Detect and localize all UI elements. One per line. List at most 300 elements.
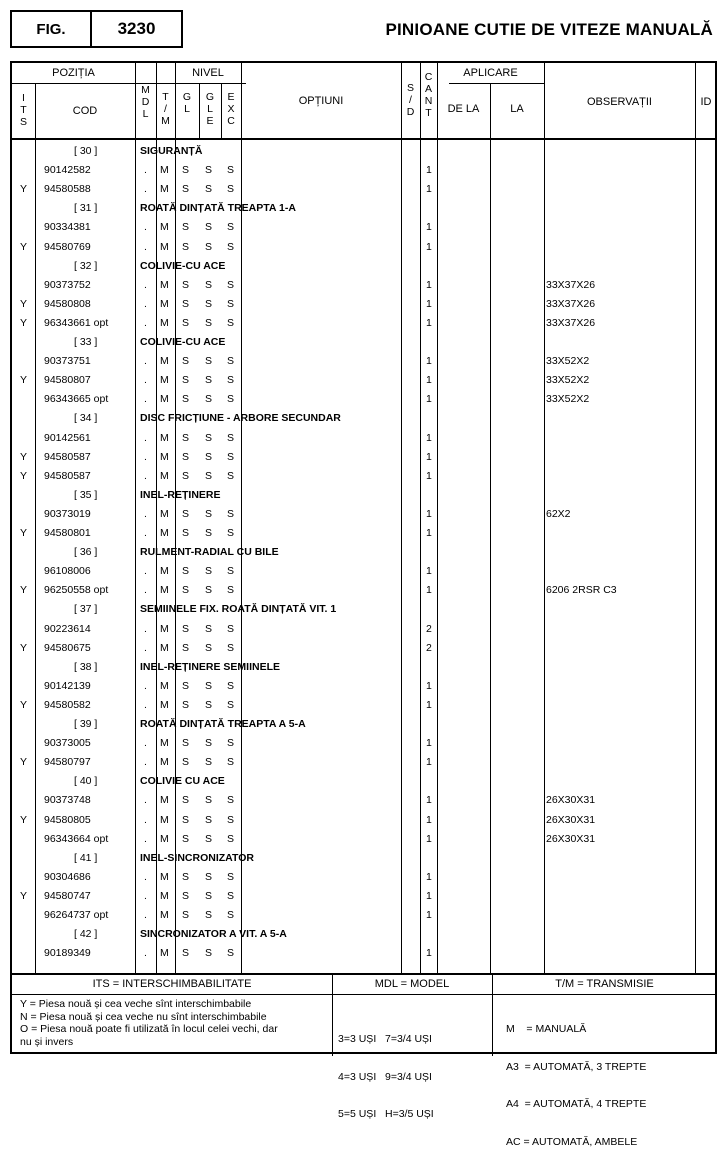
gl-value: S — [182, 393, 190, 406]
exc-value: S — [227, 737, 235, 750]
header-gle: G L E — [205, 91, 215, 127]
gl-value: S — [182, 641, 190, 654]
legend-title-rule — [12, 994, 715, 995]
exc-value: S — [227, 641, 235, 654]
figure-box — [10, 10, 183, 48]
quantity: 1 — [426, 737, 432, 750]
tm-value: M — [160, 164, 169, 177]
quantity: 1 — [426, 527, 432, 539]
exc-value: S — [227, 240, 235, 253]
gl-value: S — [182, 698, 190, 711]
mdl-value: . — [144, 240, 147, 253]
its-value: Y — [20, 316, 28, 329]
position-number: [ 39 ] — [74, 718, 98, 730]
gle-value: S — [205, 316, 213, 329]
part-code: 90373019 — [44, 507, 91, 520]
group-title: SINCRONIZATOR A VIT. A 5-A — [140, 928, 287, 941]
quantity: 1 — [426, 794, 432, 807]
gl-value: S — [182, 870, 190, 883]
header-tm: T / M — [161, 91, 170, 127]
gle-value: S — [205, 870, 213, 883]
tm-value: M — [160, 221, 169, 234]
header-de-la: DE LA — [447, 103, 480, 115]
tm-value: M — [160, 584, 169, 597]
part-code: 96343664 opt — [44, 832, 109, 845]
part-code: 94580587 — [44, 450, 91, 463]
gl-value: S — [182, 240, 190, 253]
position-number: [ 41 ] — [74, 851, 98, 864]
gle-value: S — [205, 909, 213, 921]
mdl-value: . — [144, 870, 147, 883]
quantity: 1 — [426, 889, 432, 902]
its-value: Y — [20, 527, 28, 539]
tm-value: M — [160, 889, 169, 902]
gle-value: S — [205, 622, 213, 635]
position-number: [ 38 ] — [74, 660, 98, 673]
part-code: 90142139 — [44, 679, 91, 692]
mdl-value: . — [144, 756, 147, 769]
observation: 62X2 — [546, 507, 571, 520]
part-code: 90373005 — [44, 737, 91, 750]
legend-mdl-title: MDL = MODEL — [374, 978, 450, 990]
quantity: 1 — [426, 240, 432, 253]
part-code: 90189349 — [44, 947, 91, 960]
part-code: 94580769 — [44, 240, 91, 253]
group-title: INEL-REȚINERE SEMIINELE — [140, 660, 281, 673]
its-value: Y — [20, 584, 28, 597]
gle-value: S — [205, 641, 213, 654]
mdl-value: . — [144, 909, 147, 921]
quantity: 1 — [426, 756, 432, 769]
tm-value: M — [160, 431, 169, 444]
legend-top-rule — [12, 973, 715, 975]
mdl-value: . — [144, 565, 147, 578]
part-code: 94580807 — [44, 374, 91, 387]
exc-value: S — [227, 278, 235, 291]
mdl-value: . — [144, 450, 147, 463]
position-number: [ 40 ] — [74, 775, 98, 788]
gle-value: S — [205, 431, 213, 444]
gle-value: S — [205, 794, 213, 807]
group-title: SIGURANȚĂ — [140, 145, 203, 157]
gle-value: S — [205, 527, 213, 539]
mdl-value: . — [144, 527, 147, 539]
gl-value: S — [182, 756, 190, 769]
gle-value: S — [205, 221, 213, 234]
gle-value: S — [205, 832, 213, 845]
quantity: 1 — [426, 183, 432, 196]
tm-value: M — [160, 374, 169, 387]
gl-value: S — [182, 565, 190, 578]
observation: 33X37X26 — [546, 297, 596, 310]
tm-value: M — [160, 565, 169, 578]
tm-value: M — [160, 870, 169, 883]
quantity: 2 — [426, 641, 432, 654]
tm-value: M — [160, 947, 169, 960]
header-pozitia: POZIȚIA — [52, 67, 95, 79]
tm-value: M — [160, 469, 169, 482]
exc-value: S — [227, 316, 235, 329]
position-number: [ 35 ] — [74, 488, 98, 501]
part-code: 96343661 opt — [44, 316, 109, 329]
gl-value: S — [182, 469, 190, 482]
exc-value: S — [227, 813, 235, 826]
quantity: 2 — [426, 622, 432, 635]
gle-value: S — [205, 756, 213, 769]
quantity: 1 — [426, 584, 432, 597]
gle-value: S — [205, 164, 213, 177]
group-title: ROATĂ DINȚATĂ TREAPTA 1-A — [140, 202, 296, 215]
group-title: INEL-REȚINERE — [140, 488, 221, 501]
mdl-value: . — [144, 889, 147, 902]
part-code: 94580808 — [44, 297, 91, 310]
quantity: 1 — [426, 221, 432, 234]
observation: 33X37X26 — [546, 316, 596, 329]
tm-value: M — [160, 507, 169, 520]
mdl-value: . — [144, 622, 147, 635]
tm-value: M — [160, 794, 169, 807]
part-code: 94580805 — [44, 813, 91, 826]
gl-value: S — [182, 527, 190, 539]
exc-value: S — [227, 221, 235, 234]
exc-value: S — [227, 909, 235, 921]
gl-value: S — [182, 374, 190, 387]
legend-tm-title: T/M = TRANSMISIE — [555, 978, 654, 990]
gl-value: S — [182, 278, 190, 291]
legend-its-text: Y = Piesa nouă și cea veche sînt interschimbabile N = Piesa nouă și cea veche nu sînt interschimbabile O = Piesa nouă poate fi utilizată în locul celei vechi, dar nu și invers — [20, 998, 278, 1048]
group-title: RULMENT-RADIAL CU BILE — [140, 546, 279, 559]
quantity: 1 — [426, 355, 432, 368]
header-cant: C A N T — [424, 71, 433, 119]
gle-value: S — [205, 584, 213, 597]
mdl-value: . — [144, 316, 147, 329]
mdl-value: . — [144, 813, 147, 826]
gle-value: S — [205, 450, 213, 463]
quantity: 1 — [426, 469, 432, 482]
part-code: 90373748 — [44, 794, 91, 807]
gl-value: S — [182, 813, 190, 826]
tm-value: M — [160, 909, 169, 921]
gle-value: S — [205, 889, 213, 902]
position-number: [ 42 ] — [74, 928, 98, 941]
quantity: 1 — [426, 450, 432, 463]
position-number: [ 34 ] — [74, 412, 98, 425]
mdl-value: . — [144, 393, 147, 406]
exc-value: S — [227, 469, 235, 482]
mdl-value: . — [144, 469, 147, 482]
mdl-value: . — [144, 221, 147, 234]
part-code: 94580587 — [44, 469, 91, 482]
observation: 6206 2RSR C3 — [546, 584, 617, 597]
legend-mdl-text: 3=3 UȘI 7=3/4 UȘI 4=3 UȘI 9=3/4 UȘI 5=5 UȘI H=3/5 UȘI — [338, 1033, 434, 1120]
group-title: COLIVIE-CU ACE — [140, 259, 226, 272]
gle-value: S — [205, 507, 213, 520]
gle-value: S — [205, 947, 213, 960]
tm-value: M — [160, 297, 169, 310]
exc-value: S — [227, 947, 235, 960]
header-la: LA — [510, 103, 524, 115]
exc-value: S — [227, 393, 235, 406]
observation: 26X30X31 — [546, 813, 596, 826]
part-code: 90373752 — [44, 278, 91, 291]
its-value: Y — [20, 813, 28, 826]
gl-value: S — [182, 221, 190, 234]
gl-value: S — [182, 909, 190, 921]
part-code: 94580801 — [44, 527, 91, 539]
header-cod: COD — [72, 105, 98, 117]
header-rule-aplicare — [449, 83, 545, 84]
mdl-value: . — [144, 641, 147, 654]
quantity: 1 — [426, 431, 432, 444]
exc-value: S — [227, 507, 235, 520]
quantity: 1 — [426, 316, 432, 329]
gl-value: S — [182, 947, 190, 960]
tm-value: M — [160, 832, 169, 845]
position-number: [ 30 ] — [74, 145, 98, 157]
header-nivel: NIVEL — [192, 67, 224, 79]
col-line-its — [35, 83, 36, 973]
exc-value: S — [227, 431, 235, 444]
header-gl: G L — [182, 91, 192, 115]
observation: 33X52X2 — [546, 374, 590, 387]
tm-value: M — [160, 641, 169, 654]
its-value: Y — [20, 641, 28, 654]
gl-value: S — [182, 889, 190, 902]
mdl-value: . — [144, 431, 147, 444]
quantity: 1 — [426, 297, 432, 310]
gl-value: S — [182, 183, 190, 196]
part-code: 90223614 — [44, 622, 91, 635]
quantity: 1 — [426, 870, 432, 883]
its-value: Y — [20, 297, 28, 310]
quantity: 1 — [426, 374, 432, 387]
tm-value: M — [160, 756, 169, 769]
gl-value: S — [182, 794, 190, 807]
tm-value: M — [160, 527, 169, 539]
gle-value: S — [205, 565, 213, 578]
exc-value: S — [227, 679, 235, 692]
group-title: INEL-SINCRONIZATOR — [140, 851, 254, 864]
header-exc: E X C — [227, 91, 235, 127]
its-value: Y — [20, 374, 28, 387]
its-value: Y — [20, 450, 28, 463]
mdl-value: . — [144, 374, 147, 387]
mdl-value: . — [144, 297, 147, 310]
gl-value: S — [182, 584, 190, 597]
group-title: COLIVIE CU ACE — [140, 775, 225, 788]
col-line-dela — [490, 83, 491, 973]
part-code: 90373751 — [44, 355, 91, 368]
part-code: 90334381 — [44, 221, 91, 234]
observation: 33X52X2 — [546, 393, 590, 406]
gl-value: S — [182, 164, 190, 177]
its-value: Y — [20, 756, 28, 769]
group-title: SEMIINELE FIX. ROATĂ DINȚATĂ VIT. 1 — [140, 603, 337, 616]
col-line-optiuni — [401, 63, 402, 973]
exc-value: S — [227, 622, 235, 635]
quantity: 1 — [426, 565, 432, 578]
exc-value: S — [227, 584, 235, 597]
tm-value: M — [160, 240, 169, 253]
part-code: 96264737 opt — [44, 909, 109, 921]
gle-value: S — [205, 240, 213, 253]
gle-value: S — [205, 297, 213, 310]
gl-value: S — [182, 679, 190, 692]
quantity: 1 — [426, 832, 432, 845]
tm-value: M — [160, 698, 169, 711]
exc-value: S — [227, 870, 235, 883]
its-value: Y — [20, 469, 28, 482]
tm-value: M — [160, 737, 169, 750]
gle-value: S — [205, 469, 213, 482]
parts-table — [10, 61, 717, 1148]
position-number: [ 36 ] — [74, 546, 98, 559]
gle-value: S — [205, 813, 213, 826]
legend-tm-text: M = MANUALĂ A3 = AUTOMATĂ, 3 TREPTE A4 = AUTOMATĂ, 4 TREPTE AC = AUTOMATĂ, AMBELE — [506, 1023, 647, 1148]
quantity: 1 — [426, 698, 432, 711]
position-number: [ 32 ] — [74, 259, 98, 272]
mdl-value: . — [144, 355, 147, 368]
header-observatii: OBSERVAȚII — [586, 96, 652, 108]
part-code: 94580582 — [44, 698, 91, 711]
header-its: I T S — [19, 92, 27, 128]
quantity: 1 — [426, 164, 432, 177]
quantity: 1 — [426, 947, 432, 960]
exc-value: S — [227, 450, 235, 463]
its-value: Y — [20, 889, 28, 902]
gle-value: S — [205, 679, 213, 692]
tm-value: M — [160, 393, 169, 406]
observation: 26X30X31 — [546, 832, 596, 845]
mdl-value: . — [144, 737, 147, 750]
gl-value: S — [182, 431, 190, 444]
header-rule-pozitia — [12, 83, 246, 84]
mdl-value: . — [144, 507, 147, 520]
gle-value: S — [205, 355, 213, 368]
tm-value: M — [160, 679, 169, 692]
part-code: 94580797 — [44, 756, 91, 769]
legend-its-title: ITS = INTERSCHIMBABILITATE — [92, 978, 252, 990]
exc-value: S — [227, 756, 235, 769]
exc-value: S — [227, 355, 235, 368]
part-code: 94580588 — [44, 183, 91, 196]
gle-value: S — [205, 278, 213, 291]
col-line-cod — [135, 63, 136, 973]
quantity: 1 — [426, 507, 432, 520]
mdl-value: . — [144, 278, 147, 291]
mdl-value: . — [144, 794, 147, 807]
mdl-value: . — [144, 832, 147, 845]
part-code: 90142582 — [44, 164, 91, 177]
tm-value: M — [160, 450, 169, 463]
quantity: 1 — [426, 393, 432, 406]
exc-value: S — [227, 889, 235, 902]
group-title: COLIVIE-CU ACE — [140, 336, 226, 348]
gle-value: S — [205, 183, 213, 196]
tm-value: M — [160, 355, 169, 368]
observation: 33X52X2 — [546, 355, 590, 368]
tm-value: M — [160, 316, 169, 329]
gle-value: S — [205, 698, 213, 711]
tm-value: M — [160, 622, 169, 635]
header-id: ID — [700, 96, 712, 108]
gl-value: S — [182, 507, 190, 520]
col-line-sd — [420, 63, 421, 973]
quantity: 1 — [426, 679, 432, 692]
col-line-la — [544, 63, 545, 973]
quantity: 1 — [426, 278, 432, 291]
its-value: Y — [20, 240, 28, 253]
part-code: 94580675 — [44, 641, 91, 654]
gl-value: S — [182, 832, 190, 845]
observation: 26X30X31 — [546, 794, 596, 807]
exc-value: S — [227, 164, 235, 177]
position-number: [ 37 ] — [74, 603, 98, 616]
exc-value: S — [227, 794, 235, 807]
gl-value: S — [182, 737, 190, 750]
gle-value: S — [205, 737, 213, 750]
its-value: Y — [20, 183, 28, 196]
exc-value: S — [227, 698, 235, 711]
header-mdl: M D L — [141, 84, 150, 120]
part-code: 94580747 — [44, 889, 91, 902]
mdl-value: . — [144, 947, 147, 960]
position-number: [ 31 ] — [74, 202, 98, 215]
quantity: 1 — [426, 813, 432, 826]
exc-value: S — [227, 374, 235, 387]
mdl-value: . — [144, 679, 147, 692]
observation: 33X37X26 — [546, 278, 596, 291]
gle-value: S — [205, 393, 213, 406]
exc-value: S — [227, 183, 235, 196]
exc-value: S — [227, 527, 235, 539]
gl-value: S — [182, 316, 190, 329]
mdl-value: . — [144, 183, 147, 196]
header-sd: S / D — [406, 82, 415, 118]
quantity: 1 — [426, 909, 432, 921]
part-code: 90304686 — [44, 870, 91, 883]
exc-value: S — [227, 565, 235, 578]
header-bottom-rule — [12, 138, 715, 140]
mdl-value: . — [144, 164, 147, 177]
gl-value: S — [182, 622, 190, 635]
group-title: ROATĂ DINȚATĂ TREAPTA A 5-A — [140, 718, 306, 730]
gle-value: S — [205, 374, 213, 387]
part-code: 96108006 — [44, 565, 91, 578]
col-line-cant — [437, 63, 438, 973]
gl-value: S — [182, 297, 190, 310]
header-aplicare: APLICARE — [463, 67, 518, 79]
fig-number: 3230 — [117, 19, 156, 38]
mdl-value: . — [144, 584, 147, 597]
part-code: 90142561 — [44, 431, 91, 444]
its-value: Y — [20, 698, 28, 711]
tm-value: M — [160, 183, 169, 196]
col-line-obs — [695, 63, 696, 973]
gl-value: S — [182, 355, 190, 368]
exc-value: S — [227, 832, 235, 845]
mdl-value: . — [144, 698, 147, 711]
fig-label: FIG. — [12, 12, 92, 46]
gl-value: S — [182, 450, 190, 463]
exc-value: S — [227, 297, 235, 310]
group-title: DISC FRICȚIUNE - ARBORE SECUNDAR — [140, 412, 341, 425]
tm-value: M — [160, 813, 169, 826]
page-title: PINIOANE CUTIE DE VITEZE MANUALĂ — [385, 20, 713, 39]
part-code: 96250558 opt — [44, 584, 109, 597]
tm-value: M — [160, 278, 169, 291]
position-number: [ 33 ] — [74, 336, 98, 348]
